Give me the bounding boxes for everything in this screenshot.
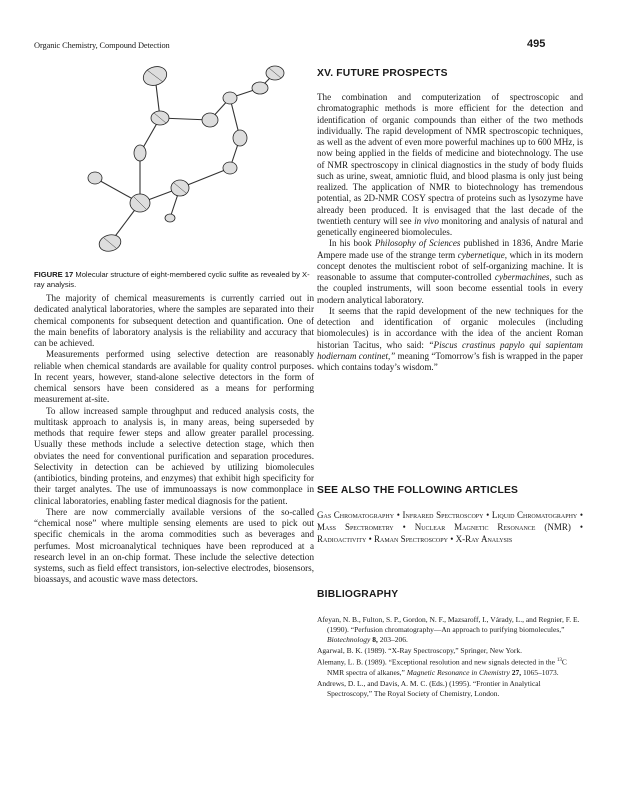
- right-column: [317, 92, 583, 373]
- bibliography-entry: Afeyan, N. B., Fulton, S. P., Gordon, N. F., Mazsaroff, I., Várady, L., and Regnier, F. E. (1990). “Perfusion chromatography—An approach to purifying biomolecules,” Biotechnology 8, 203–206.: [317, 615, 580, 645]
- figure-caption-text: Molecular structure of eight-membered cyclic sulfite as revealed by X-ray analysis.: [34, 270, 310, 289]
- molecular-structure-figure: [70, 58, 310, 268]
- see-also-item[interactable]: Nuclear Magnetic Resonance (NMR): [414, 521, 571, 532]
- bibliography-entry: Andrews, D. L., and Davis, A. M. C. (Eds.) (1995). “Frontier in Analytical Spectroscopy,” The Royal Society of Chemistry, London.: [317, 678, 541, 698]
- section-heading-bibliography: BIBLIOGRAPHY: [317, 589, 399, 600]
- see-also-item[interactable]: Radioactivity: [317, 533, 367, 544]
- running-header: Organic Chemistry, Compound Detection: [34, 41, 170, 50]
- see-also-list: Gas Chromatography • Infrared Spectroscopy • Liquid Chromatography • Mass Spectrometry • Nuclear Magnetic Resonance (NMR) • Radioactivity • Raman Spectroscopy • X-Ray Analysis: [317, 510, 584, 544]
- section-heading-see-also: SEE ALSO THE FOLLOWING ARTICLES: [317, 485, 519, 496]
- paragraph: There are now commercially available versions of the so-called “chemical nose” where multiple sensing elements are used to pick out specific chemicals in the aroma commodities such as beverages and perfumes. Most microanalytical techniques have been reproduced at a research level in an on-chip format. These include the selective detection systems, such as field effect transistors, ion-selective electrodes, biosensors, bioassays, and acoustic wave mass detectors.: [34, 506, 314, 585]
- see-also-item[interactable]: Raman Spectroscopy: [373, 533, 448, 544]
- bibliography-entry: Alemany, L. B. (1989). “Exceptional resolution and new signals detected in the $^{13}$C NMR spectra of alkanes,” Magnetic Resonance in Chemistry 27, 1065–1073.: [317, 657, 567, 677]
- paragraph: In his book Philosophy of Sciences published in 1836, Andre Marie Ampere made use of the strange term cybernetique, which in its modern concept denotes the multiscient robot of self-organizing machine. It is reasonable to assume that computer-controlled cybermachines, such as the coupled instruments, will soon become essential tools in every modern analytical laboratory.: [317, 238, 583, 305]
- paragraph: The majority of chemical measurements is currently carried out in dedicated analytical laboratories, where the samples are separated into their chemical components for subsequent detection and quantification. One of the main benefits of laboratory analysis is the reliability and accuracy that can be achieved.: [34, 293, 314, 348]
- paragraph: The combination and computerization of spectroscopic and chromatographic methods is more efficient for the detection and identification of organic compounds than either of the two methods individually. The rapid development of NMR spectroscopic techniques, as well as the advent of even more powerful machines up to 600 MHz, is now being applied in the fields of medicine and biotechnology. The use of NMR spectroscopy in clinical diagnostics in the study of body fluids such as urine, sweat, amniotic fluid, and blood plasma is only just being realized. The application of NMR to biotechnology has tremendous potential, as 2D-NMR COSY spectra of proteins such as lysozyme have already been produced. It is envisaged that the last decade of the twentieth century will see in vivo monitoring and analysis of natural and genetically engineered biomolecules.: [317, 92, 583, 237]
- figure-caption: [34, 270, 312, 290]
- section-heading-future-prospects: XV. FUTURE PROSPECTS: [317, 68, 448, 79]
- see-also-item[interactable]: X-Ray Analysis: [455, 533, 513, 544]
- figure-caption-label: FIGURE 17: [34, 270, 74, 279]
- see-also-item[interactable]: Gas Chromatography: [317, 510, 395, 520]
- left-column: [34, 293, 314, 586]
- see-also-item[interactable]: Mass Spectrometry: [317, 521, 394, 532]
- bibliography-list: [317, 615, 583, 699]
- see-also-item[interactable]: Liquid Chromatography: [491, 510, 578, 520]
- paragraph: It seems that the rapid development of the new techniques for the detection and identification of organic molecules (including biomolecules) is in accordance with the idea of the ancient Roman historian Tacitus, who said: “Piscus crastinus papylo qui sapientam hodiernam continet,” meaning “Tomorrow’s fish is wrapped in the paper which contains today’s wisdom.”: [317, 305, 583, 372]
- paragraph: To allow increased sample throughput and reduced analysis costs, the multitask approach to analysis is, in many areas, being superseded by methods that require fewer steps and allow greater parallel processing. Usually these methods include a selective detection stage, which then obviates the need for conventional purification and separation procedures. Selectivity in detection can be achieved by utilizing biomolecules (antibiotics, binding proteins, and enzymes) that exhibit high specificity for their target analytes. The use of immunoassays is now commonplace in clinical laboratories, enabling faster medical diagnosis for the patient.: [34, 405, 314, 506]
- paragraph: Measurements performed using selective detection are reasonably reliable when chemical standards are available for quality control purposes. In recent years, however, stand-alone selective detectors in the form of chemical sensors have been considered as a means for performing measurement at-site.: [34, 349, 314, 405]
- page-number: 495: [527, 38, 546, 50]
- see-also-item[interactable]: Infrared Spectroscopy: [402, 510, 484, 520]
- bibliography-entry: Agarwal, B. K. (1989). “X-Ray Spectroscopy,” Springer, New York.: [317, 645, 523, 655]
